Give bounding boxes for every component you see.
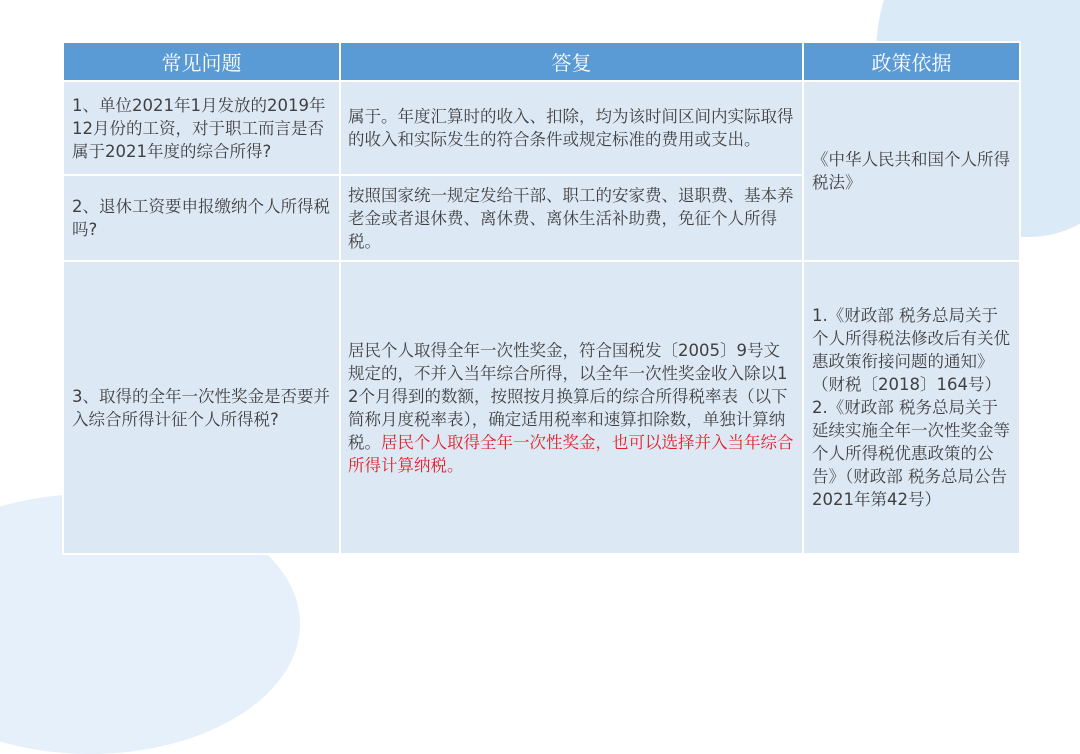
answer-cell: 属于。年度汇算时的收入、扣除，均为该时间区间内实际取得的收入和实际发生的符合条件或规定标准的费用或支出。 xyxy=(340,81,803,175)
faq-table xyxy=(62,41,1021,555)
header-basis: 政策依据 xyxy=(803,42,1020,81)
answer-cell xyxy=(340,261,803,554)
table-row xyxy=(63,81,1020,175)
header-answer: 答复 xyxy=(340,42,803,81)
basis-cell: 《中华人民共和国个人所得税法》 xyxy=(803,81,1020,261)
question-cell: 1、单位2021年1月发放的2019年12月份的工资，对于职工而言是否属于2021年度的综合所得? xyxy=(63,81,340,175)
basis-cell: 1.《财政部 税务总局关于个人所得税法修改后有关优惠政策衔接问题的通知》（财税〔2018〕164号）2.《财政部 税务总局关于延续实施全年一次性奖金等个人所得税优惠政策的公告》（财政部 税务总局公告2021年第42号） xyxy=(803,261,1020,554)
header-question: 常见问题 xyxy=(63,42,340,81)
answer-highlight-text: 居民个人取得全年一次性奖金，也可以选择并入当年综合所得计算纳税。 xyxy=(348,432,794,475)
answer-cell: 按照国家统一规定发给干部、职工的安家费、退职费、基本养老金或者退休费、离休费、离休生活补助费，免征个人所得税。 xyxy=(340,175,803,261)
question-cell: 2、退休工资要申报缴纳个人所得税吗? xyxy=(63,175,340,261)
question-cell: 3、取得的全年一次性奖金是否要并入综合所得计征个人所得税? xyxy=(63,261,340,554)
table-row xyxy=(63,261,1020,554)
table-header-row xyxy=(63,42,1020,81)
answer-text: 居民个人取得全年一次性奖金，符合国税发〔2005〕9号文规定的，不并入当年综合所得，以全年一次性奖金收入除以12个月得到的数额，按照按月换算后的综合所得税率表（以下简称月度税率表），确定适用税率和速算扣除数，单独计算纳税。 xyxy=(348,340,788,452)
